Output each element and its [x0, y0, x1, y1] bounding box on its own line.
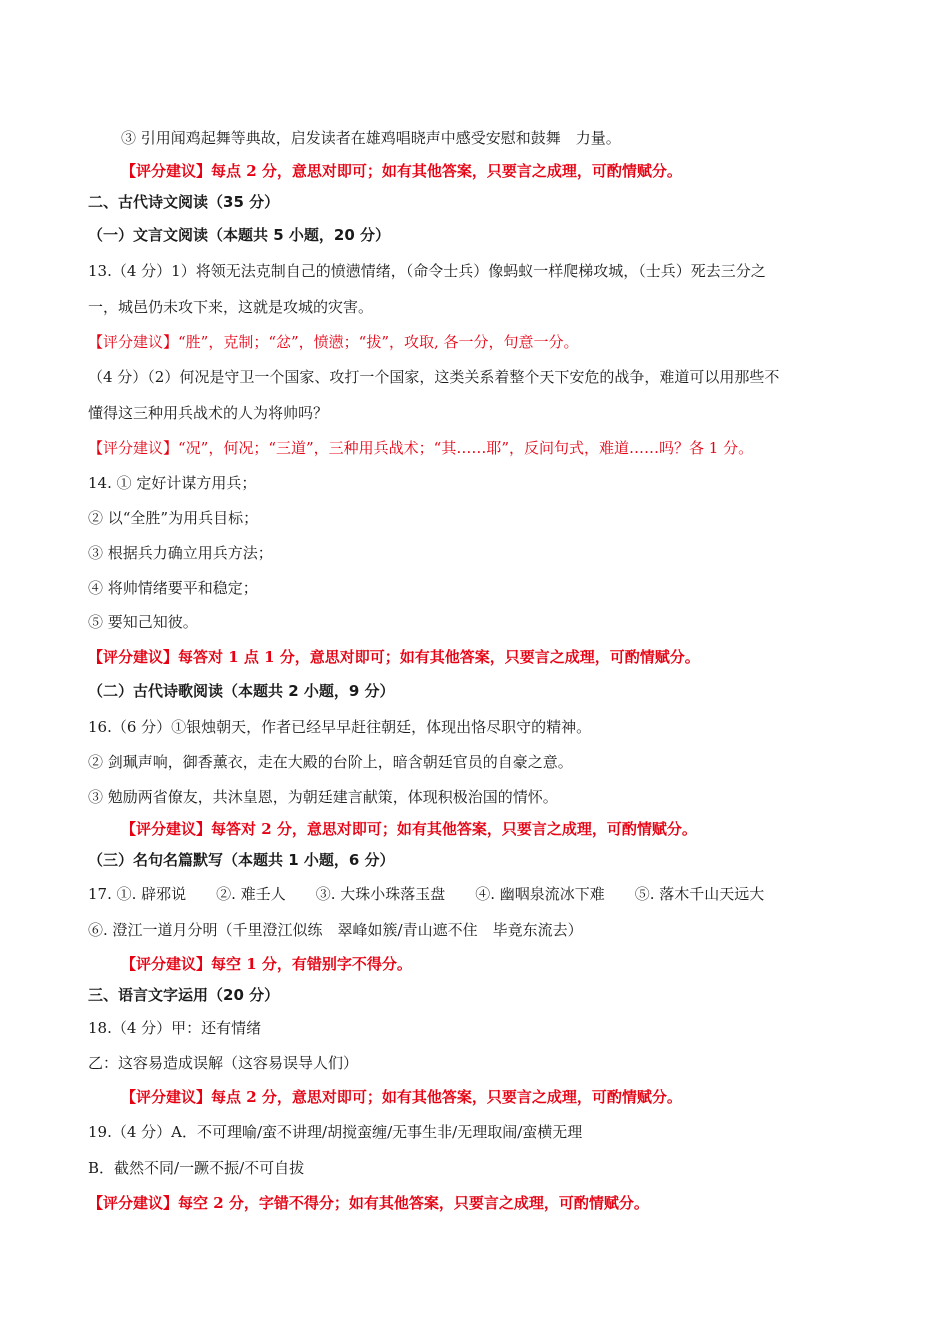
scoring-note: 【评分建议】每空 2 分，字错不得分；如有其他答案，只要言之成理，可酌情赋分。	[88, 1194, 649, 1212]
scoring-note: 【评分建议】每空 1 分，有错别字不得分。	[121, 955, 412, 973]
answer-13-part-1-cont: 一，城邑仍未攻下来，这就是攻城的灾害。	[88, 298, 374, 316]
scoring-note: 【评分建议】“况”，何况；“三道”，三种用兵战术；“其……耶”，反问句式，难道……吗？各 1 分。	[88, 439, 754, 457]
scoring-note: 【评分建议】每答对 1 点 1 分，意思对即可；如有其他答案，只要言之成理，可酌情赋分。	[88, 648, 700, 666]
scoring-note: 【评分建议】每点 2 分，意思对即可；如有其他答案，只要言之成理，可酌情赋分。	[121, 162, 682, 180]
subsection-heading: （三）名句名篇默写（本题共 1 小题，6 分）	[88, 851, 395, 869]
answer-13-part-2-cont: 懂得这三种用兵战术的人为将帅吗？	[88, 404, 329, 422]
scoring-note: 【评分建议】每点 2 分，意思对即可；如有其他答案，只要言之成理，可酌情赋分。	[121, 1088, 682, 1106]
answer-16-point-3: ③ 勉励两省僚友，共沐皇恩，为朝廷建言献策，体现积极治国的情怀。	[88, 788, 558, 806]
answer-14-point-1: 14. ① 定好计谋方用兵；	[88, 474, 257, 492]
answer-14-point-3: ③ 根据兵力确立用兵方法；	[88, 544, 273, 562]
answer-17-blanks: 17. ①. 辟邪说 ②. 难壬人 ③. 大珠小珠落玉盘 ④. 幽咽泉流冰下难 ⑤. 落木千山天远大	[88, 885, 765, 903]
answer-17-blank-6: ⑥. 澄江一道月分明（千里澄江似练 翠峰如簇/青山遮不住 毕竟东流去）	[88, 921, 583, 939]
answer-18-a: 18.（4 分）甲：还有情绪	[88, 1019, 262, 1037]
section-heading: 三、语言文字运用（20 分）	[88, 986, 280, 1004]
answer-14-point-4: ④ 将帅情绪要平和稳定；	[88, 579, 258, 597]
answer-16-point-2: ② 剑珮声响，御香薰衣，走在大殿的台阶上，暗含朝廷官员的自豪之意。	[88, 753, 573, 771]
answer-18-b: 乙：这容易造成误解（这容易误导人们）	[88, 1054, 359, 1072]
answer-13-part-2: （4 分）（2）何况是守卫一个国家、攻打一个国家，这类关系着整个天下安危的战争，难道可以用那些不	[88, 368, 780, 386]
scoring-note: 【评分建议】“胜”，克制；“忿”，愤懑；“拔”，攻取, 各一分，句意一分。	[88, 333, 579, 351]
answer-13-part-1: 13.（4 分）1）将领无法克制自己的愤懑情绪，（命令士兵）像蚂蚁一样爬梯攻城，（士兵）死去三分之	[88, 262, 766, 280]
answer-16-point-1: 16.（6 分）①银烛朝天，作者已经早早赶往朝廷，体现出恪尽职守的精神。	[88, 718, 592, 736]
answer-19-b: B．截然不同/一蹶不振/不可自拔	[88, 1159, 305, 1177]
subsection-heading: （二）古代诗歌阅读（本题共 2 小题，9 分）	[88, 682, 395, 700]
answer-14-point-2: ② 以“全胜”为用兵目标；	[88, 509, 259, 527]
answer-14-point-5: ⑤ 要知己知彼。	[88, 613, 198, 631]
subsection-heading: （一）文言文阅读（本题共 5 小题，20 分）	[88, 226, 390, 244]
answer-19-a: 19.（4 分）A．不可理喻/蛮不讲理/胡搅蛮缠/无事生非/无理取闹/蛮横无理	[88, 1123, 583, 1141]
answer-12-point-3: ③ 引用闻鸡起舞等典故，启发读者在雄鸡唱晓声中感受安慰和鼓舞 力量。	[121, 129, 621, 147]
section-heading: 二、古代诗文阅读（35 分）	[88, 193, 280, 211]
scoring-note: 【评分建议】每答对 2 分，意思对即可；如有其他答案，只要言之成理，可酌情赋分。	[121, 820, 697, 838]
